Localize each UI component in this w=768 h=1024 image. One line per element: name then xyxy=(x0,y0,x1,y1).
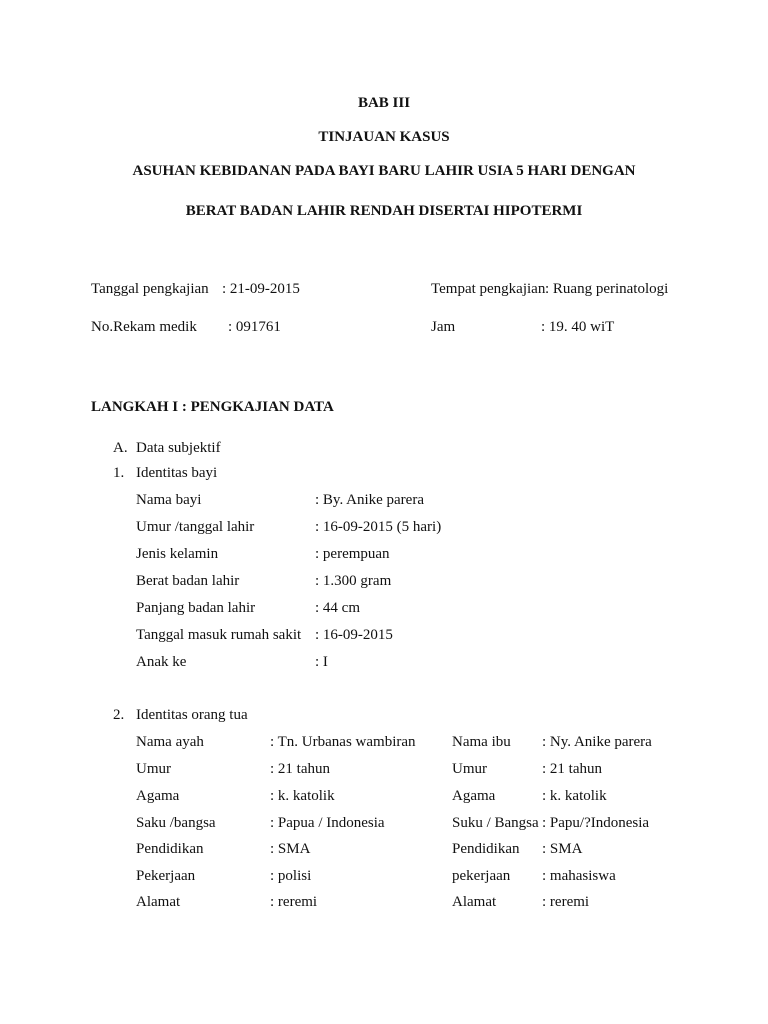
section-2-marker: 2. xyxy=(113,707,125,723)
ibu-label: Pendidikan xyxy=(452,841,520,857)
bayi-row-value: : 16-09-2015 xyxy=(315,627,393,643)
chapter-title: BAB III xyxy=(357,95,411,111)
bayi-row-label: Nama bayi xyxy=(136,492,202,508)
section-a-marker: A. xyxy=(113,440,128,456)
bayi-row-value: : I xyxy=(315,654,328,670)
ayah-value: : reremi xyxy=(270,894,318,910)
rekam-label: No.Rekam medik xyxy=(91,319,197,335)
section-1-label: Identitas bayi xyxy=(136,465,218,481)
tanggal-label: Tanggal pengkajian xyxy=(91,281,209,297)
bayi-row-value: : By. Anike parera xyxy=(315,492,424,508)
jam-value: : 19. 40 wiT xyxy=(541,319,615,335)
langkah-heading: LANGKAH I : PENGKAJIAN DATA xyxy=(91,399,334,415)
ayah-label: Pekerjaan xyxy=(136,868,196,884)
bayi-row-label: Panjang badan lahir xyxy=(136,600,256,616)
bayi-row-label: Berat badan lahir xyxy=(136,573,240,589)
jam-label: Jam xyxy=(431,319,456,335)
case-title-line-1: ASUHAN KEBIDANAN PADA BAYI BARU LAHIR USIA 5 HARI DENGAN xyxy=(132,163,636,179)
ayah-label: Umur xyxy=(136,761,171,777)
ayah-value: : Tn. Urbanas wambiran xyxy=(270,734,416,750)
bayi-row-value: : perempuan xyxy=(315,546,390,562)
bayi-row-label: Tanggal masuk rumah sakit xyxy=(136,627,302,643)
section-1-marker: 1. xyxy=(113,465,125,481)
ayah-label: Alamat xyxy=(136,894,181,910)
ibu-value: : 21 tahun xyxy=(542,761,602,777)
ibu-label: Agama xyxy=(452,788,496,804)
ayah-value: : SMA xyxy=(270,841,311,857)
rekam-value: : 091761 xyxy=(228,319,281,335)
tempat-label: Tempat pengkajian xyxy=(431,281,546,297)
ayah-value: : k. katolik xyxy=(270,788,335,804)
ibu-value: : Ny. Anike parera xyxy=(542,734,652,750)
tanggal-value: : 21-09-2015 xyxy=(222,281,300,297)
ayah-value: : Papua / Indonesia xyxy=(270,815,385,831)
ayah-label: Saku /bangsa xyxy=(136,815,216,831)
ibu-value: : reremi xyxy=(542,894,590,910)
ibu-label: pekerjaan xyxy=(452,868,511,884)
bayi-row-value: : 44 cm xyxy=(315,600,360,616)
section-title: TINJAUAN KASUS xyxy=(318,129,450,145)
ibu-label: Alamat xyxy=(452,894,497,910)
bayi-row-value: : 16-09-2015 (5 hari) xyxy=(315,519,442,535)
case-title-line-2: BERAT BADAN LAHIR RENDAH DISERTAI HIPOTERMI xyxy=(185,203,583,219)
ibu-value: : SMA xyxy=(542,841,583,857)
tempat-value: : Ruang perinatologi xyxy=(545,281,669,297)
ibu-label: Umur xyxy=(452,761,487,777)
ayah-label: Agama xyxy=(136,788,180,804)
section-a-label: Data subjektif xyxy=(136,440,221,456)
ibu-value: : mahasiswa xyxy=(542,868,616,884)
bayi-row-label: Anak ke xyxy=(136,654,187,670)
ayah-label: Pendidikan xyxy=(136,841,204,857)
section-2-label: Identitas orang tua xyxy=(136,707,248,723)
bayi-row-label: Umur /tanggal lahir xyxy=(136,519,255,535)
ayah-value: : polisi xyxy=(270,868,312,884)
ibu-label: Nama ibu xyxy=(452,734,511,750)
ayah-value: : 21 tahun xyxy=(270,761,330,777)
ibu-value: : k. katolik xyxy=(542,788,607,804)
ibu-label: Suku / Bangsa xyxy=(452,815,539,831)
bayi-row-label: Jenis kelamin xyxy=(136,546,219,562)
ibu-value: : Papu/?Indonesia xyxy=(542,815,650,831)
ayah-label: Nama ayah xyxy=(136,734,204,750)
bayi-row-value: : 1.300 gram xyxy=(315,573,392,589)
